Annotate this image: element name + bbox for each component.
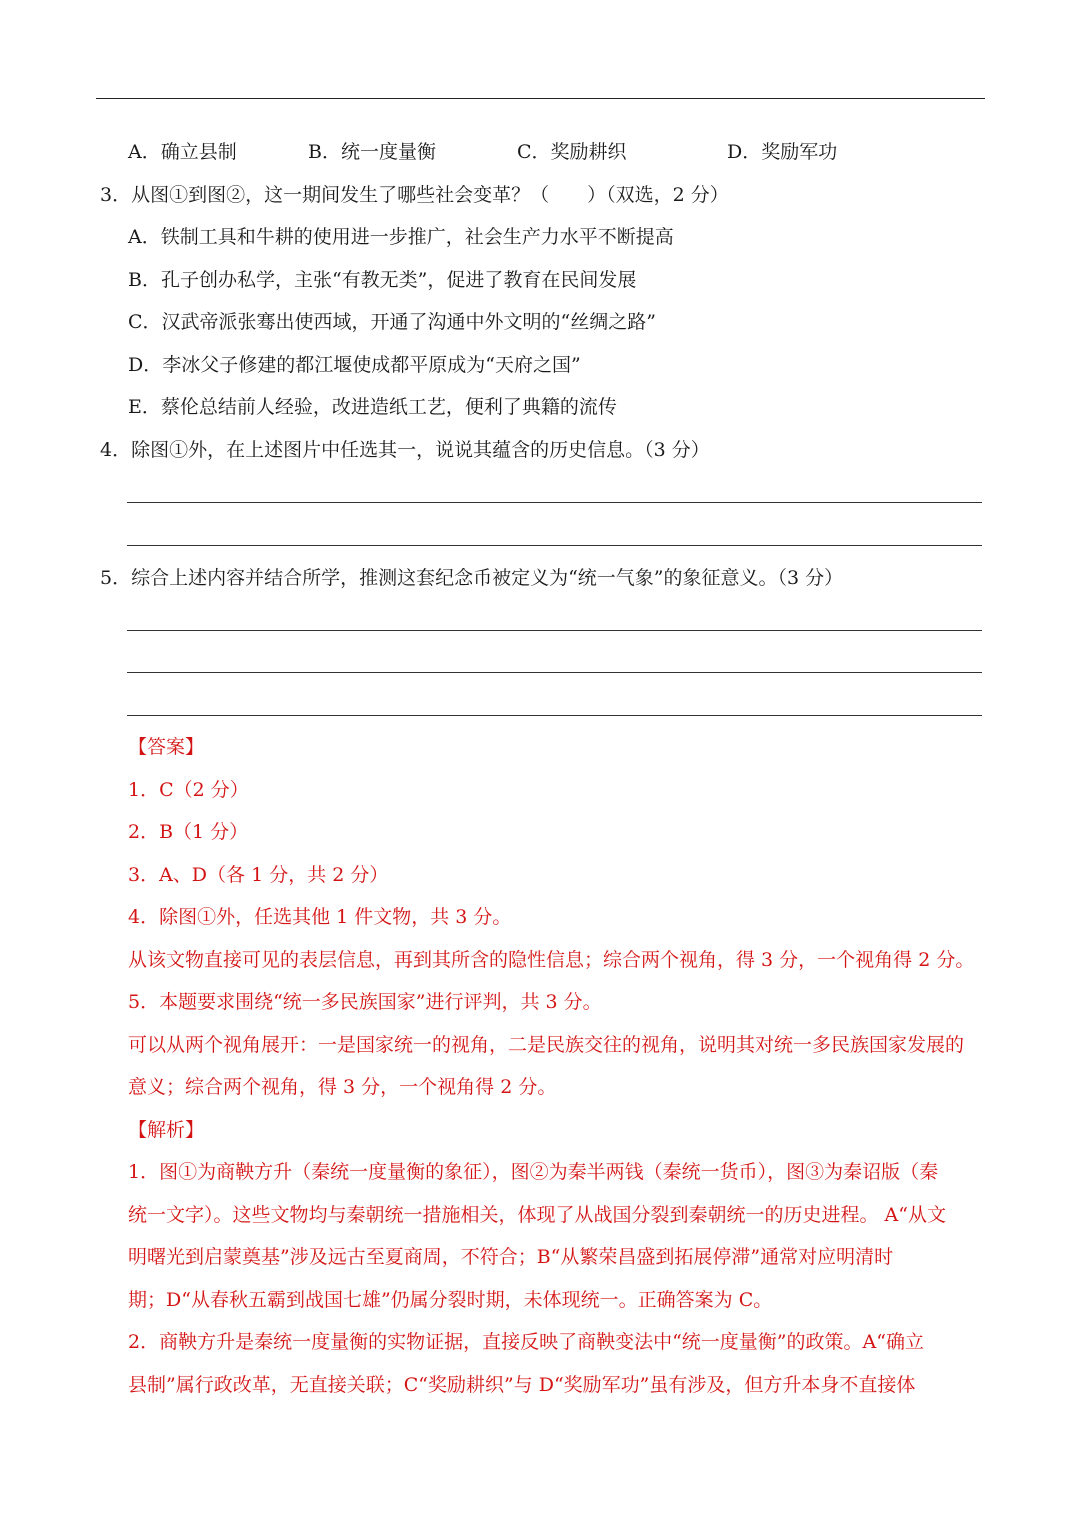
q2-option-b: B．统一度量衡 [308, 141, 436, 163]
q2-option-d: D．奖励军功 [727, 141, 838, 163]
answer-line: 4．除图①外，任选其他 1 件文物，共 3 分。 [128, 906, 512, 928]
q4-answer-line-2 [127, 545, 982, 546]
answer-line: 可以从两个视角展开：一是国家统一的视角，二是民族交往的视角，说明其对统一多民族国家发展的 [128, 1034, 965, 1056]
analysis-line: 1．图①为商鞅方升（秦统一度量衡的象征），图②为秦半两钱（秦统一货币），图③为秦诏版（秦 [128, 1161, 939, 1183]
q3-option-e: E．蔡伦总结前人经验，改进造纸工艺，便利了典籍的流传 [128, 396, 617, 418]
q3-option-c: C．汉武帝派张骞出使西域，开通了沟通中外文明的“丝绸之路” [128, 311, 656, 333]
answer-line: 2．B（1 分） [128, 821, 249, 843]
q5-answer-line-2 [127, 672, 982, 673]
q3-option-a: A．铁制工具和牛耕的使用进一步推广，社会生产力水平不断提高 [128, 226, 674, 248]
q3-stem: 3．从图①到图②，这一期间发生了哪些社会变革？（ ）（双选，2 分） [100, 184, 729, 206]
answer-line: 从该文物直接可见的表层信息，再到其所含的隐性信息；综合两个视角，得 3 分，一个视角得 2 分。 [128, 949, 975, 971]
q2-option-a: A．确立县制 [128, 141, 237, 163]
analysis-line: 期；D“从春秋五霸到战国七雄”仍属分裂时期，未体现统一。正确答案为 C。 [128, 1289, 773, 1311]
analysis-line: 县制”属行政改革，无直接关联；C“奖励耕织”与 D“奖励军功”虽有涉及，但方升本身不直接体 [128, 1374, 916, 1396]
q4-stem: 4．除图①外，在上述图片中任选其一，说说其蕴含的历史信息。（3 分） [100, 439, 710, 461]
header-rule [96, 98, 985, 99]
q3-option-b: B．孔子创办私学，主张“有教无类”，促进了教育在民间发展 [128, 269, 637, 291]
analysis-line: 2．商鞅方升是秦统一度量衡的实物证据，直接反映了商鞅变法中“统一度量衡”的政策。A“确立 [128, 1331, 924, 1353]
answer-line: 意义；综合两个视角，得 3 分，一个视角得 2 分。 [128, 1076, 557, 1098]
answer-heading: 【答案】 [128, 736, 205, 758]
q2-option-c: C．奖励耕织 [517, 141, 627, 163]
answer-line: 1．C（2 分） [128, 779, 249, 801]
q5-answer-line-3 [127, 715, 982, 716]
q5-answer-line-1 [127, 630, 982, 631]
analysis-heading: 【解析】 [128, 1119, 205, 1141]
answer-line: 5．本题要求围绕“统一多民族国家”进行评判，共 3 分。 [128, 991, 602, 1013]
q3-option-d: D．李冰父子修建的都江堰使成都平原成为“天府之国” [128, 354, 581, 376]
analysis-line: 统一文字）。这些文物均与秦朝统一措施相关，体现了从战国分裂到秦朝统一的历史进程。 A“从文 [128, 1204, 946, 1226]
q4-answer-line-1 [127, 502, 982, 503]
answer-line: 3．A、D（各 1 分，共 2 分） [128, 864, 389, 886]
analysis-line: 明曙光到启蒙奠基”涉及远古至夏商周，不符合；B“从繁荣昌盛到拓展停滞”通常对应明清时 [128, 1246, 894, 1268]
q5-stem: 5．综合上述内容并结合所学，推测这套纪念币被定义为“统一气象”的象征意义。（3 分） [100, 567, 844, 589]
